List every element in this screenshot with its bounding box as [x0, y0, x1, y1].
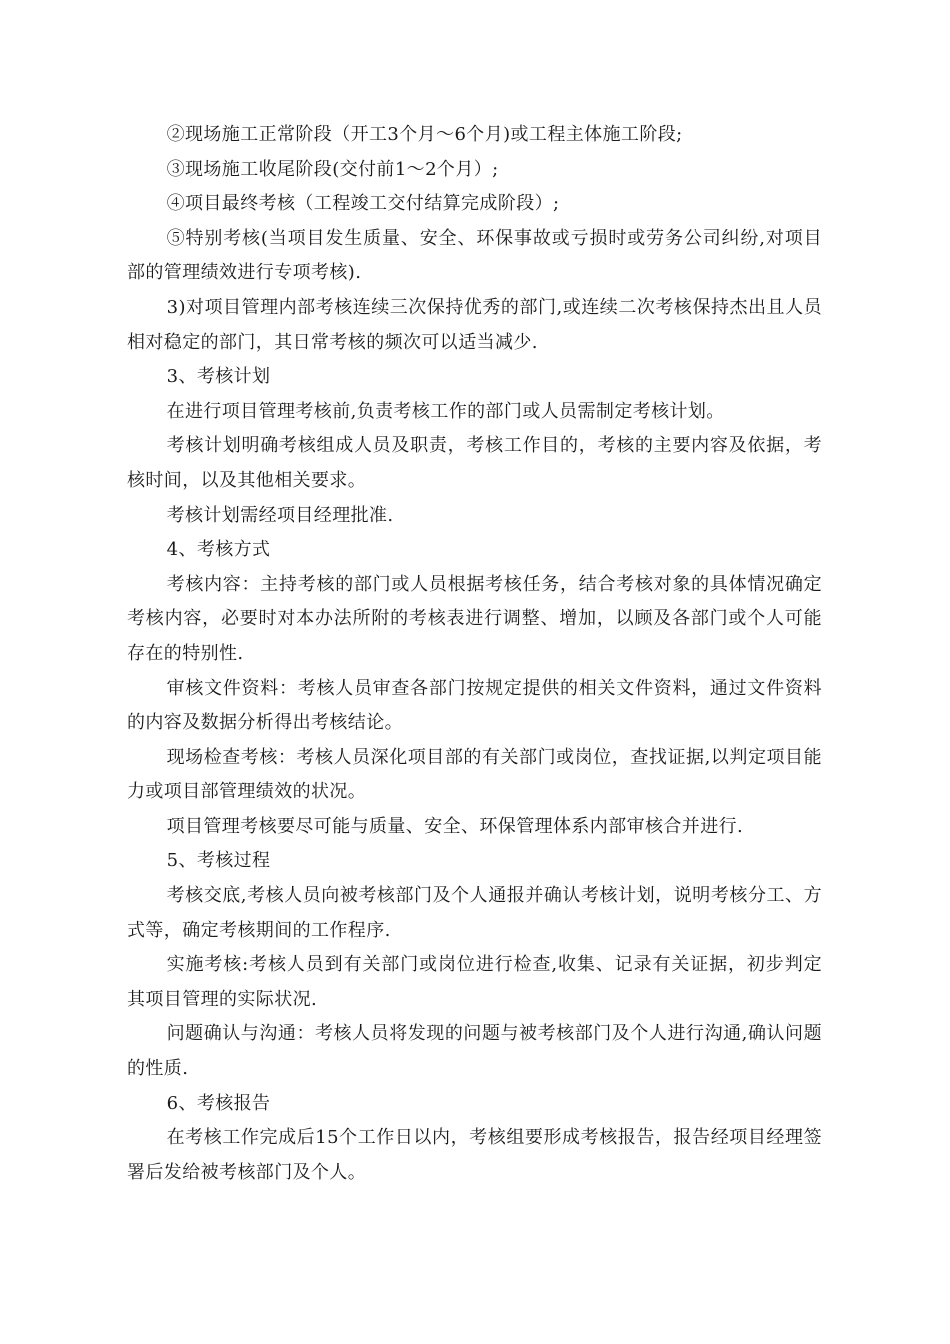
paragraph-method-content: 考核内容：主持考核的部门或人员根据考核任务，结合考核对象的具体情况确定考核内容，必要时对本办法所附的考核表进行调整、增加，以顾及各部门或个人可能存在的特别性.	[127, 573, 822, 664]
section-heading-method: 4、考核方式	[166, 539, 271, 561]
paragraph-plan-content: 考核计划明确考核组成人员及职责，考核工作目的，考核的主要内容及依据，考核时间，以及其他相关要求。	[127, 435, 822, 491]
paragraph-method-merge: 项目管理考核要尽可能与质量、安全、环保管理体系内部审核合并进行.	[166, 815, 744, 837]
paragraph-method-documents: 审核文件资料：考核人员审查各部门按规定提供的相关文件资料，通过文件资料的内容及数据分析得出考核结论。	[127, 677, 822, 734]
document-page	[127, 118, 822, 1190]
paragraph-process-briefing: 考核交底,考核人员向被考核部门及个人通报并确认考核计划，说明考核分工、方式等，确定考核期间的工作程序.	[127, 885, 822, 941]
paragraph-process-implement: 实施考核:考核人员到有关部门或岗位进行检查,收集、记录有关证据，初步判定其项目管理的实际状况.	[127, 954, 822, 1010]
paragraph-stage-5: ⑤特别考核(当项目发生质量、安全、环保事故或亏损时或劳务公司纠纷,对项目部的管理绩效进行专项考核).	[127, 227, 822, 284]
paragraph-frequency-reduction: 3)对项目管理内部考核连续三次保持优秀的部门,或连续二次考核保持杰出且人员相对稳定的部门，其日常考核的频次可以适当减少.	[127, 296, 822, 353]
paragraph-plan-intro: 在进行项目管理考核前,负责考核工作的部门或人员需制定考核计划。	[166, 400, 725, 422]
paragraph-stage-3: ③现场施工收尾阶段(交付前1～2个月）;	[166, 158, 499, 180]
paragraph-stage-2: ②现场施工正常阶段（开工3个月～6个月)或工程主体施工阶段;	[166, 124, 683, 145]
paragraph-method-onsite: 现场检查考核：考核人员深化项目部的有关部门或岗位，查找证据,以判定项目能力或项目部管理绩效的状况。	[127, 746, 822, 803]
section-heading-process: 5、考核过程	[166, 850, 271, 872]
paragraph-process-confirm: 问题确认与沟通：考核人员将发现的问题与被考核部门及个人进行沟通,确认问题的性质.	[127, 1023, 822, 1080]
section-heading-report: 6、考核报告	[166, 1092, 271, 1114]
paragraph-plan-approval: 考核计划需经项目经理批准.	[166, 504, 394, 526]
section-heading-plan: 3、考核计划	[166, 366, 271, 388]
paragraph-stage-4: ④项目最终考核（工程竣工交付结算完成阶段）;	[166, 193, 560, 215]
paragraph-report: 在考核工作完成后15个工作日以内，考核组要形成考核报告，报告经项目经理签署后发给被考核部门及个人。	[127, 1127, 822, 1183]
